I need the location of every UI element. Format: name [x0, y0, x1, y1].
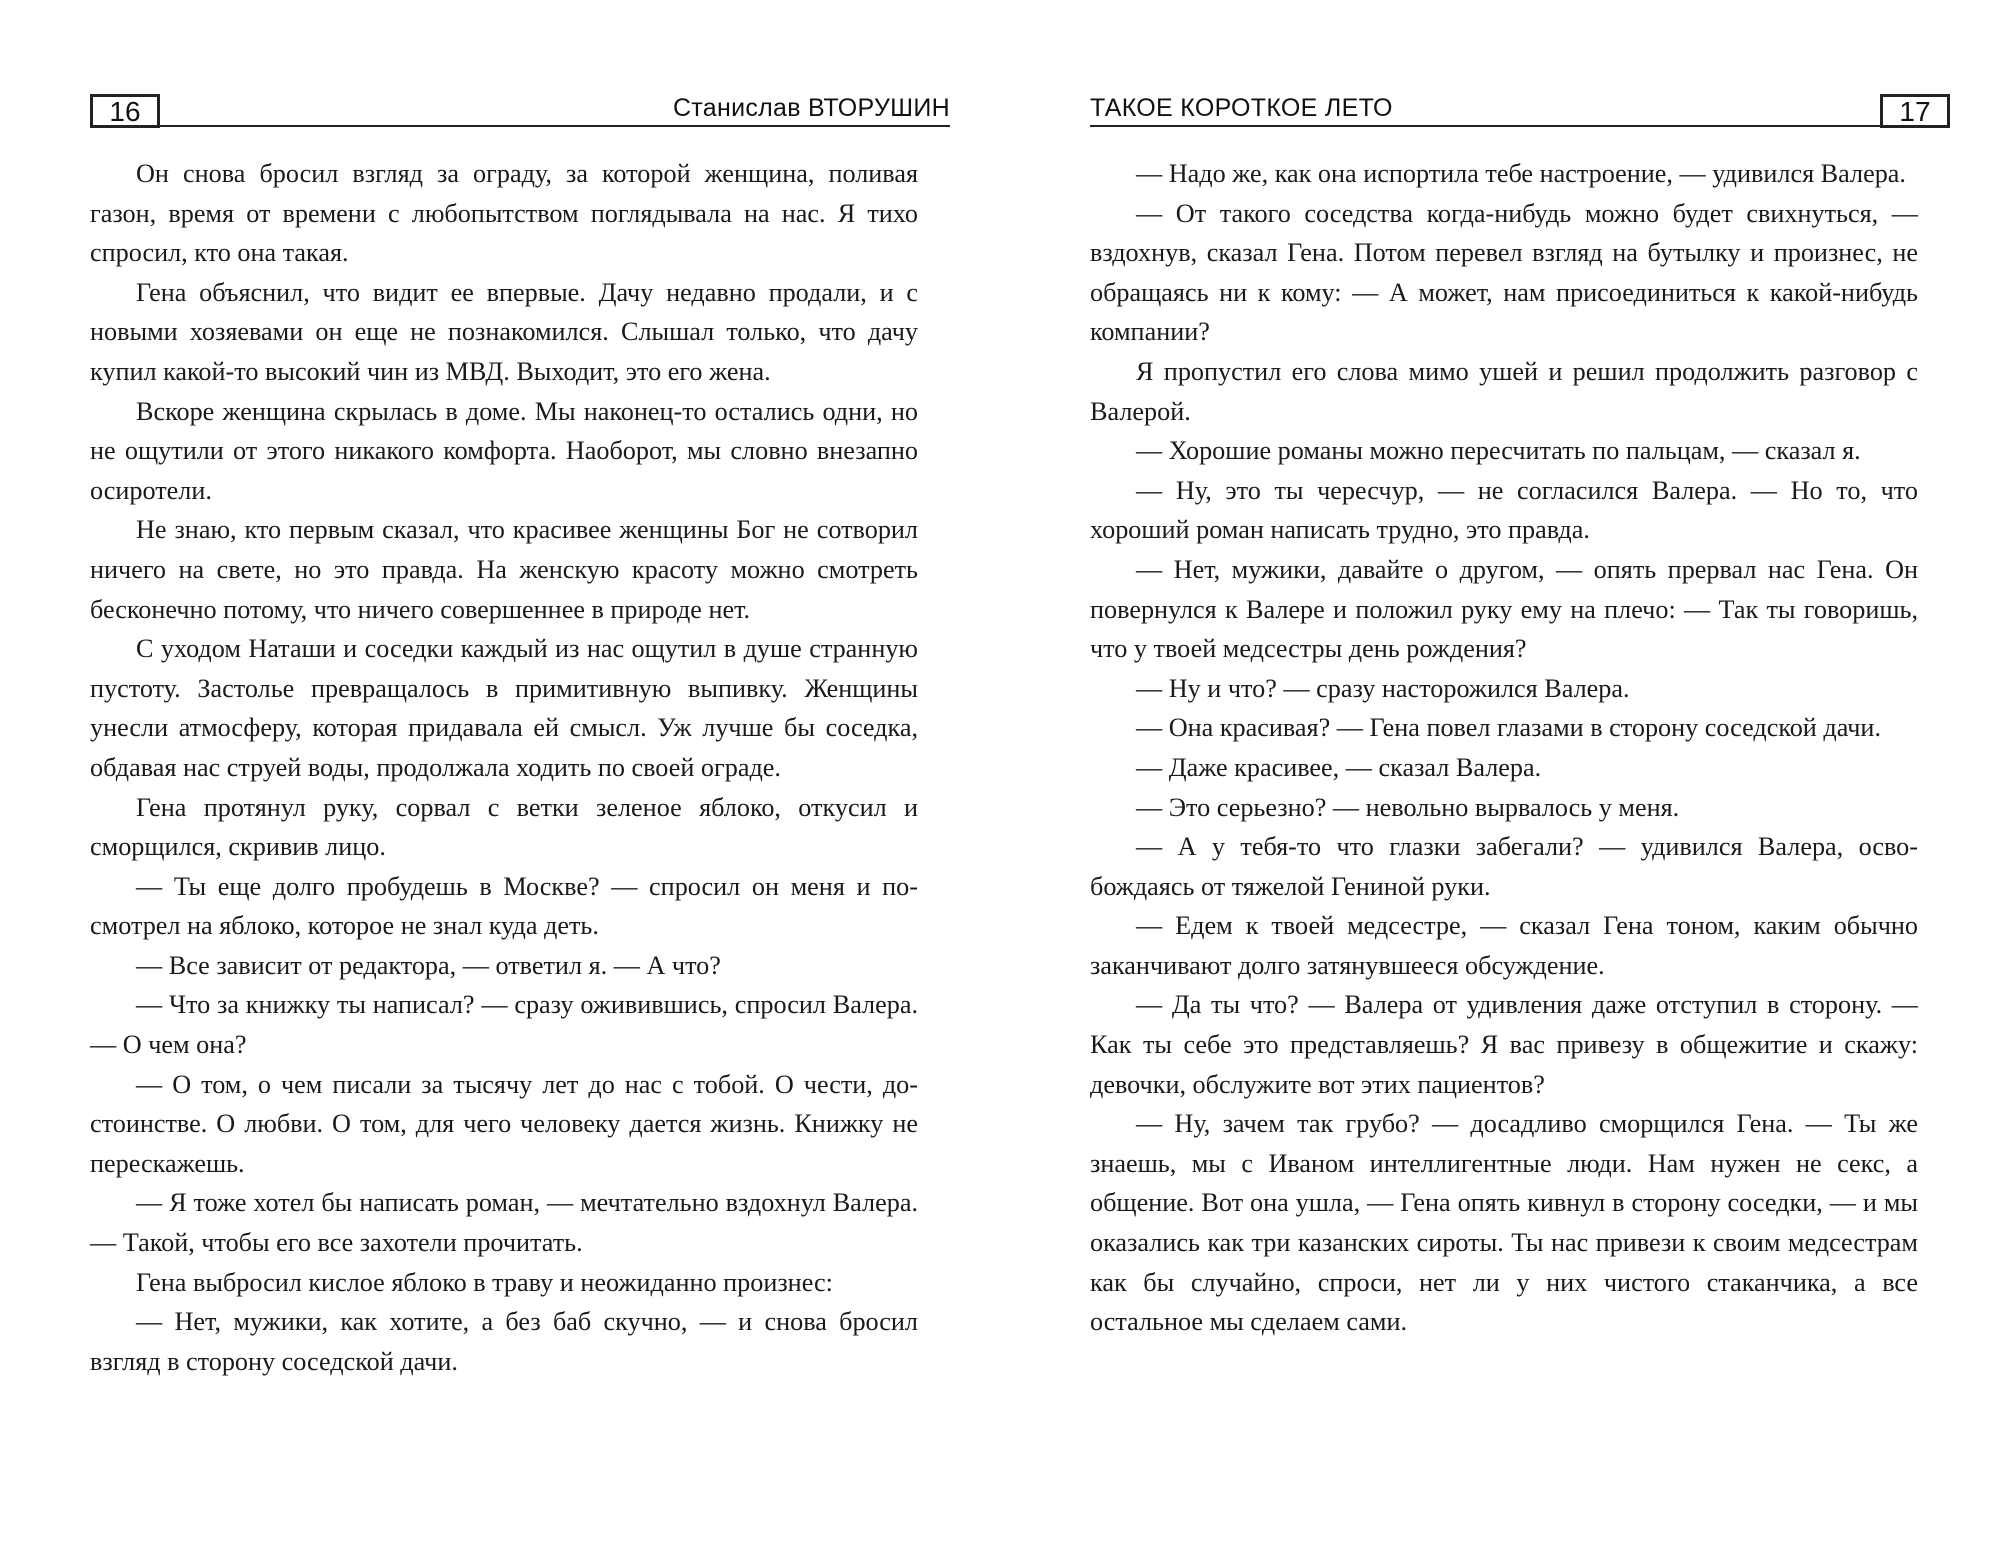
left-running-title: Станислав ВТОРУШИН: [672, 94, 950, 122]
paragraph: — Нет, мужики, как хотите, а без баб скучно, — и снова бросил взгляд в сторону соседской дачи.: [90, 1307, 918, 1376]
paragraph: — Едем к твоей медсестре, — сказал Гена тоном, каким обычно заканчивают долго затянувшееся обсуждение.: [1090, 911, 1918, 980]
right-running-title: ТАКОЕ КОРОТКОЕ ЛЕТО: [1090, 94, 1393, 122]
left-running-head: [90, 94, 950, 132]
left-page-number: 16: [90, 94, 160, 128]
paragraph: Гена объяснил, что видит ее впервые. Дачу недавно продали, и с новыми хозяевами он еще не познакомился. Слышал только, что дачу купил какой-то высокий чин из МВД. Выходит, это его жена.: [90, 277, 918, 386]
paragraph: — Это серьезно? — невольно вырвалось у меня.: [1136, 792, 1680, 822]
paragraph: — Надо же, как она испортила тебе настроение, — удивился Валера.: [1136, 159, 1906, 188]
paragraph: Я пропустил его слова мимо ушей и решил продолжить разговор с Валерой.: [1090, 356, 1918, 426]
paragraph: — Все зависит от редактора, — ответил я. — А что?: [136, 950, 721, 980]
paragraph: Гена протянул руку, сорвал с ветки зеленое яблоко, откусил и сморщился, скривив лицо.: [90, 792, 918, 862]
paragraph: Не знаю, кто первым сказал, что красивее женщины Бог не сотворил ничего на свете, но это правда. На женскую красоту можно смотреть бесконечно потому, что ничего совершеннее в природе нет.: [90, 515, 918, 624]
paragraph: — Ты еще долго пробудешь в Москве? — спросил он меня и посмотрел на яблоко, которое не знал куда деть.: [90, 871, 918, 941]
paragraph: — Ну, зачем так грубо? — досадливо сморщился Гена. — Ты же знаешь, мы с Иваном интеллигентные люди. Нам нужен не секс, а общение. Вот она ушла, — Гена опять кивнул в сторону соседки, — и мы оказались как три казанских сироты. Ты нас привези к своим медсестрам как бы случайно, спроси, нет ли у них чистого стаканчика, а все остальное мы сделаем сами.: [1090, 1109, 1918, 1337]
paragraph: Гена выбросил кислое яблоко в траву и неожиданно произнес:: [136, 1267, 833, 1297]
paragraph: — Ну, это ты чересчур, — не согласился Валера. — Но то, что хороший роман написать трудно, это правда.: [1090, 475, 1918, 545]
paragraph: — Ну и что? — сразу насторожился Валера.: [1136, 673, 1630, 703]
right-head-rule: [1090, 125, 1880, 127]
paragraph: Вскоре женщина скрылась в доме. Мы наконец-то остались одни, но не ощутили от этого никакого комфорта. Наоборот, мы словно внезапно осиротели.: [90, 396, 918, 505]
paragraph: — Она красивая? — Гена повел глазами в сторону соседской дачи.: [1136, 713, 1881, 743]
paragraph: — Даже красивее, — сказал Валера.: [1136, 752, 1542, 782]
paragraph: — А у тебя-то что глазки забегали? — удивился Валера, освобождаясь от тяжелой Гениной руки.: [1090, 832, 1918, 901]
right-page-number: 17: [1880, 94, 1950, 128]
paragraph: — Хорошие романы можно пересчитать по пальцам, — сказал я.: [1136, 436, 1861, 466]
paragraph: — Я тоже хотел бы написать роман, — мечтательно вздохнул Валера. — Такой, чтобы его все захотели прочитать.: [90, 1188, 918, 1258]
paragraph: С уходом Наташи и соседки каждый из нас ощутил в душе странную пустоту. Застолье превращалось в примитивную выпивку. Женщины унесли атмосферу, которая придавала ей смысл. Уж лучше бы соседка, обдавая нас струей воды, продолжала ходить по своей ограде.: [90, 634, 918, 782]
paragraph: Он снова бросил взгляд за ограду, за которой женщина, поливая газон, время от времени с любопытством поглядывала на нас. Я тихо спросил, кто она такая.: [90, 159, 918, 268]
left-head-rule: [160, 125, 950, 127]
paragraph: — О том, о чем писали за тысячу лет до нас с тобой. О чести, достоинстве. О любви. О том, для чего человеку дается жизнь. Книжку не перескажешь.: [90, 1069, 918, 1178]
left-body-text: [90, 154, 918, 1381]
paragraph: — Нет, мужики, давайте о другом, — опять прервал нас Гена. Он повернулся к Валере и положил руку ему на плечо: — Так ты говоришь, что у твоей медсестры день рождения?: [1090, 554, 1918, 664]
right-body-text: [1090, 154, 1918, 1342]
paragraph: — Да ты что? — Валера от удивления даже отступил в сторону. — Как ты себе это представляешь? Я вас привезу в общежитие и скажу: девочки, обслужите вот этих пациентов?: [1090, 990, 1918, 1099]
paragraph: — От такого соседства когда-нибудь можно будет свихнуться, — вздохнув, сказал Гена. Потом перевел взгляд на бутылку и произнес, не обращаясь ни к кому: — А может, нам присоединиться к какой-нибудь компании?: [1090, 198, 1918, 347]
paragraph: — Что за книжку ты написал? — сразу оживившись, спросил Валера. — О чем она?: [90, 990, 918, 1060]
right-running-head: [1090, 94, 1950, 132]
